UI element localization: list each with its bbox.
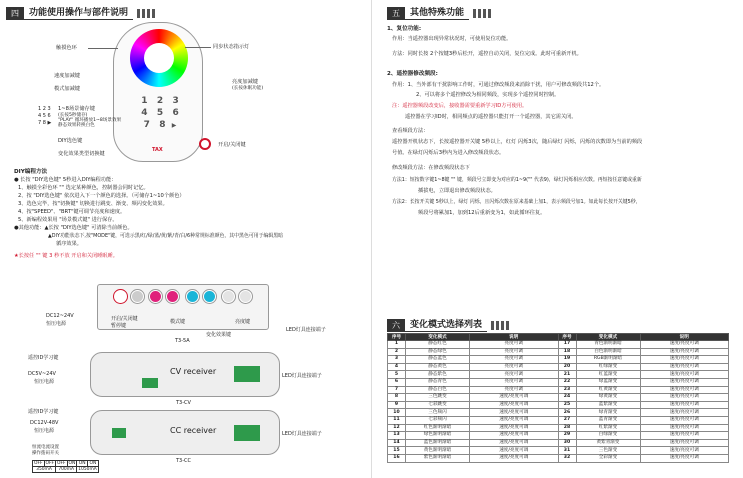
table-row [388,371,729,379]
t3a-btn-mode-label: 模式键 [170,319,186,325]
table-cell: 静态绿色 [406,348,470,356]
dip-value: 700mA [56,467,77,473]
num-keys-grid: 1 2 3 4 5 6 7 8 ▶ [38,106,52,126]
cc-dip-label2: 操作拨码开关 [32,451,59,456]
key-2[interactable]: 2 [156,96,164,106]
cc-power-label: DC12V-48V [30,420,59,426]
table-cell: 静态紫色 [406,371,470,379]
callout-brightness: 亮度加减键 [232,79,258,85]
t3a-power-label: DC12~24V [46,313,74,319]
table-row [388,447,729,455]
bright-button-1[interactable] [222,290,235,303]
dip-cell: OFF [57,461,66,466]
table-cell: 速度/亮度可调 [640,341,729,349]
section-4-title: 功能使用操作与部件说明 [24,7,133,20]
diy-line-3: 3、选色完毕，按"切换键" 切换进行跳变、渐变、频闪变化效果。 [18,201,168,207]
modify-title: 修改频段方法：在修改频段状态下 [392,165,470,171]
view-title: 查看频段方法： [392,128,429,134]
table-row [388,432,729,440]
table-row [388,386,729,394]
table-cell: 速度/亮度可调 [640,386,729,394]
cc-led-label: LED灯具连接端子 [282,431,322,437]
t3a-led-label: LED灯具连接端子 [286,327,326,333]
table-cell: 速度/亮度可调 [470,432,559,440]
remote-control [113,22,203,162]
key-7[interactable]: 7 [143,120,150,130]
table-cell: 速度/亮度可调 [640,394,729,402]
callout-brightness-sub: (长按休眠功能) [232,86,264,91]
table-cell: 速度/亮度可调 [640,447,729,455]
cc-terminal-block [112,428,126,438]
section-6-title: 变化模式选择列表 [405,319,487,332]
table-cell: 5 [388,371,406,379]
table-row [388,401,729,409]
table-cell: 三色渐变 [576,447,640,455]
diy-title: DIY编程方法 [14,169,48,175]
table-cell: 速度/亮度可调 [470,447,559,455]
cc-output-block [234,425,260,441]
key-3[interactable]: 3 [172,96,179,106]
freq-line-0: 作用：1、当外部有干扰影响工作时，可通过修改频段来消除干扰，用户可修改频段共12个。 [392,82,605,88]
cc-dip-label: 恒流电流设置 [32,445,59,450]
table-cell: 21 [558,371,576,379]
callout-sync-light: 同步状态指示灯 [213,44,250,50]
cv-name: CV receiver [170,367,217,376]
table-row [388,416,729,424]
table-cell: 速度/亮度可调 [640,378,729,386]
section-5-header [387,6,491,20]
table-cell: 青色渐明渐暗 [576,341,640,349]
diy-line-2: 2、按 "DIY选色键" 依次进入下一个颜色的选择。（可储存1~10个颜色） [18,193,185,199]
table-cell: 红黄渐变 [576,386,640,394]
col-header: 说明 [470,334,559,341]
diy-line-6: ●其他功能：▲长按 "DIY选色键" 可清除当前颜色。 [14,225,133,231]
modify-line-3: 频段号将累加1，加到12后重新变为1，如此循环往复。 [418,210,546,216]
table-cell: 亮度可调 [470,386,559,394]
callout-num-keys-sub3: 静态效果转换白色 [58,123,95,128]
cv-output-block [234,366,260,382]
cv-id-learn: 遥控ID学习键 [28,355,59,361]
diy-line-5: 5、新编程效果用 "场景模式键" 进行保存。 [18,217,118,223]
table-cell: 14 [388,439,406,447]
callout-power: 开启/关闭键 [218,142,246,148]
callout-num-keys-sub1: (长按5秒储存) [58,113,88,118]
change-button-1[interactable] [186,290,199,303]
section-4-header [6,6,155,20]
table-cell: 2 [388,348,406,356]
freq-note-1: 遥控器在学习ID时，相同频点的遥控器只能打开一个遥控器，其它需关闭。 [405,114,577,120]
table-cell: 7 [388,386,406,394]
modify-line-1: 插拔电，立即退出修改频段状态。 [418,188,496,194]
diy-line-4: 4、按"SPEED"、"BRT"键可调节亮度和速度。 [18,209,126,215]
table-cell: 6 [388,378,406,386]
table-cell: 27 [558,416,576,424]
dip-cell: ON [78,461,86,466]
table-cell: 速度/亮度可调 [640,416,729,424]
warning-note: ★长按任 "" 键 3 秒不放 开启和关闭睡眠睡。 [14,253,118,259]
table-cell: 绿黄渐变 [576,394,640,402]
table-cell: 绿青渐变 [576,409,640,417]
freq-note-0: 注：遥控器频段改变后，接收器需要重新学习ID方可使用。 [392,103,528,109]
callout-touch-ring: 触摸色环 [56,45,77,51]
col-header: 序号 [558,334,576,341]
table-cell: 亮度可调 [470,371,559,379]
table-cell: 亮度可调 [470,363,559,371]
table-row [388,348,729,356]
diy-line-7: ▲DIY功能状态下,按"MODE"键，可选示黑/红/绿/蓝/黄/紫/青/白/6种常规标准颜色，其中黑色可用于编辑黑暗 [48,233,284,239]
callout-num-keys-sub2: "PLAY" 循环播放1~8场景效果 [58,118,122,123]
section-6-header [387,318,509,332]
diy-line-8: 循序效果。 [56,241,82,247]
change-button-2[interactable] [203,290,216,303]
table-cell: 七彩跳变 [406,401,470,409]
table-cell: 速度/亮度可调 [470,424,559,432]
col-header: 说明 [640,334,729,341]
table-cell: 速度/亮度可调 [640,371,729,379]
table-cell: 22 [558,378,576,386]
table-cell: 静态蓝色 [406,356,470,364]
table-cell: 速度/亮度可调 [640,401,729,409]
table-cell: 三色频闪 [406,409,470,417]
table-cell: 8 [388,394,406,402]
callout-mode: 模式加减键 [54,86,80,92]
table-cell: 速度/亮度可调 [640,363,729,371]
table-cell: 亮度可调 [470,378,559,386]
table-cell: 蓝紫渐变 [576,401,640,409]
pause-button[interactable] [131,290,144,303]
color-wheel-icon[interactable] [130,29,188,87]
table-cell: 绿蓝渐变 [576,378,640,386]
power-button-icon[interactable] [199,138,211,150]
table-cell: 速度/亮度可调 [470,401,559,409]
cv-model: T3-CV [176,400,191,406]
section-6-num: 六 [387,319,405,332]
table-cell: 速度/亮度可调 [470,416,559,424]
section-5-title: 其他特殊功能 [405,7,469,20]
table-cell: 26 [558,409,576,417]
cc-power-label2: 恒压电源 [34,428,55,434]
table-cell: 29 [558,432,576,440]
t3a-btn-bright-label: 亮度键 [235,319,251,325]
brand-logo: TAX [152,147,163,153]
table-row [388,363,729,371]
dip-cell: OFF [45,461,55,466]
table-cell: RGB渐明渐暗 [576,356,640,364]
t3a-btn-pause-label: 暂停键 [111,323,127,329]
table-cell: 静态黄色 [406,363,470,371]
table-cell: 亮度可调 [470,348,559,356]
table-cell: 速度/亮度可调 [640,454,729,462]
dip-cell: ON [89,461,97,466]
table-cell: 16 [388,454,406,462]
table-row [388,378,729,386]
table-row [388,356,729,364]
col-header: 变化模式 [576,334,640,341]
t3a-power-label2: 恒压电源 [46,321,67,327]
reset-heading: 1、复位功能: [387,26,422,32]
key-4[interactable]: 4 [141,108,148,118]
table-cell: 红紫渐变 [576,424,640,432]
col-header: 序号 [388,334,406,341]
table-cell: 15 [388,447,406,455]
dip-switch-table [32,460,99,473]
mode-button-1[interactable] [149,290,162,303]
dip-value: 350mA [33,467,56,473]
mode-table [387,333,729,463]
table-cell: 速度/亮度可调 [470,409,559,417]
t3a-model: T3-5A [175,338,190,344]
cv-power-label2: 恒压电源 [34,379,55,385]
table-cell: 19 [558,356,576,364]
table-cell: 13 [388,432,406,440]
table-row [388,424,729,432]
table-cell: 红绿渐变 [576,363,640,371]
dip-cell: OFF [34,461,43,466]
mode-table-header [388,334,729,341]
table-cell: 25 [558,401,576,409]
diy-line-0: ● 长按 "DIY选色键" 5秒进入DIY编程功能： [14,177,117,183]
table-cell: 三色跳变 [406,394,470,402]
table-cell: 17 [558,341,576,349]
modify-line-0: 方法1：短按数字键1~8键 "" 键，频段号立即变为对应的1~9("" 代表9)，绿灯闪烁相应次数。再短按任意键或重新 [392,177,642,183]
table-cell: 3 [388,356,406,364]
callout-speed: 速度加减键 [54,73,80,79]
table-cell: 4 [388,363,406,371]
table-cell: 31 [558,447,576,455]
table-cell: 12 [388,424,406,432]
freq-heading: 2、遥控器修改频段: [387,71,438,77]
table-cell: 紫色渐明渐暗 [406,454,470,462]
table-cell: 速度/亮度可调 [640,424,729,432]
dip-value: 1050mA [78,467,97,472]
reset-line-0: 作用：当遥控器出现异常状况时，可使用复位功能。 [392,36,512,42]
table-cell: 静态青色 [406,378,470,386]
table-cell: 速度/亮度可调 [470,454,559,462]
callout-num-keys: 1~8场景储存键 [58,106,95,112]
power-button[interactable] [114,290,127,303]
section-5-dots [473,9,491,18]
cc-model: T3-CC [176,458,192,464]
table-cell: 红色渐明渐暗 [406,424,470,432]
cv-terminal-block [142,378,158,388]
table-cell: 黄紫青渐变 [576,439,640,447]
table-cell: 速度/亮度可调 [640,439,729,447]
key-8[interactable]: 8 [159,120,166,130]
reset-line-1: 方法：同时长按 2个按键3秒后松开，遥控自动关闭，复位完成。此时可重新开机。 [392,51,582,57]
dip-cell: ON [68,461,76,466]
table-cell: 24 [558,394,576,402]
section-4-num: 四 [6,7,24,20]
table-row [388,341,729,349]
table-cell: 蓝青渐变 [576,416,640,424]
section-6-dots [491,321,509,330]
t3a-btn-power-label: 开启/关闭键 [111,316,138,322]
table-cell: 白色渐明渐暗 [576,348,640,356]
cc-id-learn: 遥控ID学习键 [28,409,59,415]
view-line-1: 号值。在绿灯闪烁后3秒内为进入修改频段状态。 [392,150,505,156]
table-cell: 蓝色渐明渐暗 [406,439,470,447]
table-cell: 速度/亮度可调 [470,439,559,447]
table-row [388,439,729,447]
table-row [388,394,729,402]
section-4-dots [137,9,155,18]
col-header: 变化模式 [406,334,470,341]
table-cell: 红蓝渐变 [576,371,640,379]
key-6[interactable]: 6 [172,108,179,118]
table-cell: 亮度可调 [470,356,559,364]
table-cell: 28 [558,424,576,432]
table-cell: 黄色渐明渐暗 [406,447,470,455]
table-cell: 9 [388,401,406,409]
t3a-btn-change-label: 变化效果键 [206,332,232,338]
view-line-0: 遥控器开机状态下，长按遥控器开关键 5秒以上，红灯 闪烁3次，随后绿灯 闪烁，闪烁的次数即为当前的频段 [392,139,643,145]
table-row [388,409,729,417]
modify-line-2: 方法2：长按开关键 5秒以上，绿灯 闪烁，且闪烁次数在原来基础上加1，表示频段号加1。如此每长按开关键5秒， [392,199,641,205]
table-cell: 23 [558,386,576,394]
section-5-num: 五 [387,7,405,20]
number-keypad[interactable]: 1 2 3 4 5 6 7 8 ▶ [141,96,179,130]
key-5[interactable]: 5 [156,108,164,118]
table-cell: 静态红色 [406,341,470,349]
table-cell: 18 [558,348,576,356]
table-cell: 全彩渐变 [576,454,640,462]
table-cell: 速度/亮度可调 [640,409,729,417]
freq-line-1: 2、可以将多个遥控修改为相同频段，实现多个遥控同时控制。 [416,92,560,98]
table-cell: 静态白色 [406,386,470,394]
table-cell: 亮度可调 [470,341,559,349]
table-cell: 10 [388,409,406,417]
table-cell: 30 [558,439,576,447]
table-cell: 20 [558,363,576,371]
bright-button-2[interactable] [239,290,252,303]
cv-power-label: DC5V~24V [28,371,56,377]
table-cell: 速度/亮度可调 [470,394,559,402]
cc-name: CC receiver [170,426,217,435]
table-row [388,454,729,462]
mode-button-2[interactable] [166,290,179,303]
center-divider [371,0,372,478]
key-1[interactable]: 1 [141,96,148,106]
table-cell: 11 [388,416,406,424]
callout-diy: DIY选色键 [58,138,83,144]
table-cell: 绿色渐明渐暗 [406,432,470,440]
diy-line-1: 1、触摸全彩色环 "" 选定某种颜色，控制器会同时记忆。 [18,185,149,191]
table-cell: 速度/亮度可调 [640,356,729,364]
table-cell: 速度/亮度可调 [640,348,729,356]
table-cell: 白绿渐变 [576,432,640,440]
table-cell: 速度/亮度可调 [640,432,729,440]
table-cell: 七彩频闪 [406,416,470,424]
table-cell: 1 [388,341,406,349]
table-cell: 32 [558,454,576,462]
cv-led-label: LED灯具连接端子 [282,373,322,379]
callout-color-mode: 变化效果类型切换键 [58,151,105,157]
